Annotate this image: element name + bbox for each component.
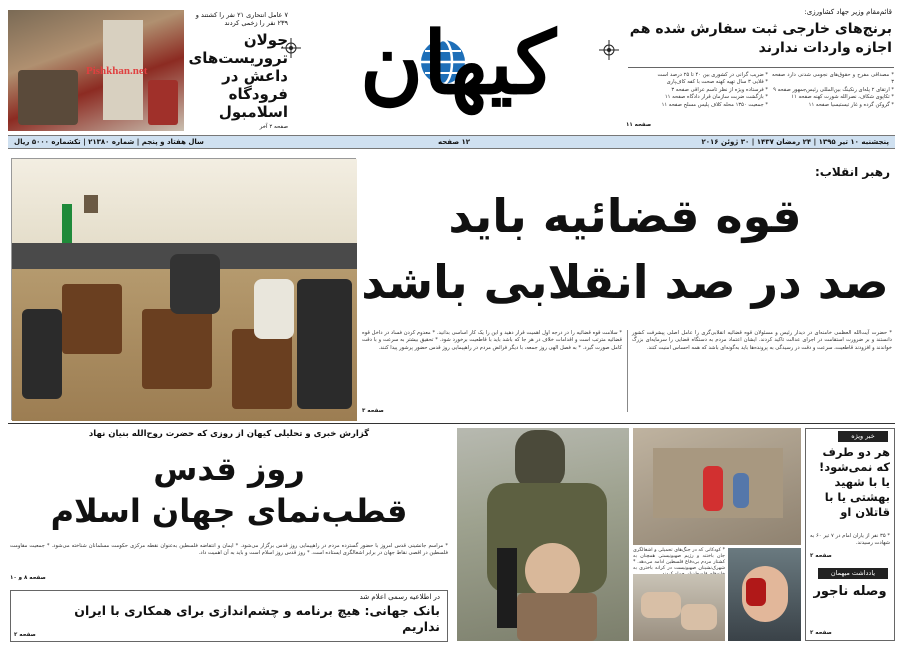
lead-body-left: * سلامت قوه قضائیه را در درجه اول اهمیت قرار دهید و این را یک کار اساسی بدانید. * معدوم کردن فساد در داخل قوه قضائیه مترتب است و اقدامات خلاف در هر جا که باشد باید با قاطعیت برخورد شود. * تحقیق بیشتر به سرعت و با دقت کامل صورت گیرد. * به فصل الهی روز جمعه، با دیگر فرائض مردم در راهپیمایی روز قدس حضور پرشور پیدا کنند.: [362, 330, 622, 351]
brief-item: * ارتقای ۲ پله‌ای رنکینگ بین‌المللی رئیس‌جمهور صفحه ۹: [773, 86, 894, 93]
quds-kicker: گزارش خبری و تحلیلی کیهان از روزی که حضرت روح‌الله بنیان نهاد: [88, 429, 370, 439]
quds-page-ref: صفحه ۸ و ۱۰: [10, 575, 46, 581]
quds-headline-line2: قطب‌نمای جهان اسلام: [50, 492, 408, 530]
bank-kicker: در اطلاعیه رسمی اعلام شد: [359, 593, 440, 601]
top-right-headline: برنج‌های خارجی ثبت سفارش شده هم اجازه واردات ندارند: [629, 21, 892, 56]
lead-body-right: * حضرت آیت‌الله العظمی خامنه‌ای در دیدار رئیس و مسئولان قوه قضائیه انقلابی‌گری را عامل اصلی پیشرفت کشور دانستند و بر ضرورت استقامت در اجرای عدالت تاکید کردند. ایشان اعتماد مردم به دستگاه قضایی را سرمایه‌ای بزرگ خواندند و افزودند قاطعیت، سرعت و دقت در رسیدگی به پرونده‌ها باید به‌گونه‌ای باشد که همه احساس امنیت کنند.: [632, 330, 892, 351]
wounded-child-photo: [728, 548, 801, 641]
brief-item: * گروکن گرده و غار تیستیسیا صفحه ۱۱: [808, 101, 894, 108]
sidebar-text1: هر دو طرف که نمی‌شود! یا با شهید بهشتی یا با قاتلان او: [819, 445, 890, 519]
brief-item: * ضریب گرانی در کشوری بین ۴۰ تا ۲۵ درصد است: [657, 72, 768, 78]
top-left-headline: جولان تروریست‌های داعش در فرودگاه اسلامبول: [188, 31, 288, 121]
masthead-logo: کیهان: [360, 13, 556, 114]
top-right-page-ref: صفحه ۱۱: [626, 122, 652, 128]
lead-page-ref: صفحه ۳: [362, 408, 384, 414]
sidebar-page1: صفحه ۲: [810, 553, 832, 559]
date-band: [8, 135, 895, 149]
sidebar-text2: وصله ناجور: [813, 584, 887, 599]
brief-item: * بازگشت ضربت سازمان قرار دادگاه صفحه ۱۱: [664, 94, 768, 101]
registration-mark-right: [599, 40, 619, 60]
meeting-photo: [11, 158, 356, 420]
lead-headline-line1: قوه قضائیه باید: [448, 189, 802, 243]
brief-item: * فلایی ۳ سال تهیه کهنه صحت با کفه کاف‌پاری: [666, 79, 768, 86]
registration-mark-left: [281, 38, 301, 58]
page-count: ۱۲ صفحه: [438, 138, 471, 146]
injured-children-photo: [633, 574, 725, 641]
brief-item: * فرستاده ویژه از نظر تاسم عراقی صفحه ۳: [671, 86, 768, 93]
top-left-lead: ۷ عامل انتحاری ۲۱ نفر را کشتند و ۲۳۹ نفر را زخمی کردند: [195, 11, 288, 27]
photo-watermark: Pishkhan.net: [86, 65, 148, 77]
sidebar-tag1: خبر ویژه: [838, 431, 888, 442]
lead-headline-line2: صد در صد انقلابی باشد: [361, 255, 889, 309]
date-line: پنجشنبه ۱۰ تیر ۱۳۹۵ | ۲۴ رمضان ۱۴۳۷ | ۳۰ ژوئن ۲۰۱۶: [701, 138, 889, 146]
sidebar-body1: * ۳۵ نفر از یاران امام در ۷ تیر ۶۰ به شهادت رسیدند.: [810, 533, 891, 547]
sidebar-page2: صفحه ۲: [810, 630, 832, 636]
airport-attack-photo: [8, 10, 184, 131]
bank-headline: بانک جهانی: هیچ برنامه و چشم‌اندازی برای همکاری با ایران نداریم: [74, 603, 440, 634]
top-right-kicker: قائم‌مقام وزیر جهاد کشاورزی:: [804, 8, 892, 16]
quds-body: * مراسم جانشینی قدس امروز با حضور گسترده مردم در راهپیمایی روز قدس برگزار می‌شود. * ایمان و انتفاضه فلسطین به‌عنوان نقطه مرکزی حکومت مسلمانان شناخته می‌شود. * جمعیت مقاومت فلسطین در اقصی نقاط جهان در برابر اشغالگری ایستاده است. * روز قدس روز اسلام است و باید به آن اهمیت داد.: [10, 543, 448, 557]
issue-line: سال هفتاد و پنجم | شماره ۲۱۳۸۰ | تکشماره ۵۰۰۰ ریال: [14, 138, 204, 146]
lead-kicker: رهبر انقلاب:: [815, 165, 890, 179]
brief-item: * جمعیت ۱۳۵۰ محله کلاف پلیس مسلح صفحه ۱۱: [661, 101, 768, 108]
sidebar-tag2: یادداشت میهمان: [818, 568, 888, 579]
top-left-page-ref: صفحه ۲ آخر: [259, 124, 288, 130]
rubble-children-photo: [633, 428, 801, 545]
brief-item: * مصداقی مفرح و حقوق‌های نجومی شدنی دارد صفحه ۳: [772, 72, 894, 86]
quds-headline-line1: روز قدس: [153, 450, 305, 488]
bank-page-ref: صفحه ۲: [14, 632, 36, 638]
soldier-child-photo: [457, 428, 629, 641]
photo-caption: * کودکانی که در جنگ‌های تحمیلی و اشغالگری جان باختند و رژیم صهیونیستی همچنان به کشتار مردم بی‌دفاع فلسطین ادامه می‌دهد. * شهرک‌نشینان صهیونیست در کرانه باختری به: [633, 548, 725, 571]
brief-item: * تکاپوی شکاف، نصرالله شورت کهنه صفحه ۱۱: [791, 94, 894, 101]
top-right-briefs: [772, 72, 894, 130]
